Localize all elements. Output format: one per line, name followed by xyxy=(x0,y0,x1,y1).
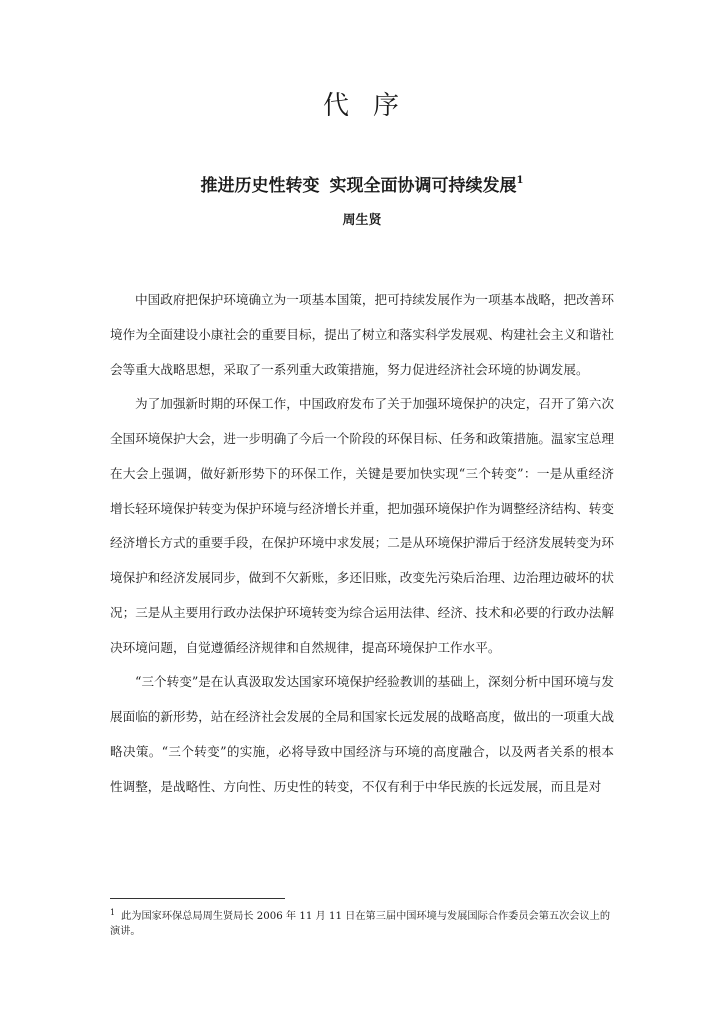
paragraph-3: “三个转变”是在认真汲取发达国家环境保护经验教训的基础上，深刻分析中国环境与发展面临的新形势，站在经济社会发展的全局和国家长远发展的战略高度，做出的一项重大战略决策。“三个转变”的实施，必将导致中国经济与环境的高度融合，以及两者关系的根本性调整，是战略性、方向性、历史性的转变，不仅有利于中华民族的长远发展，而且是对 xyxy=(110,674,614,794)
footnote-text: 此为国家环保总局周生贤局长 2006 年 11 月 11 日在第三届中国环境与发展国际合作委员会第五次会议上的演讲。 xyxy=(110,911,611,937)
footnote-reference[interactable]: 1 xyxy=(516,175,524,186)
article-title xyxy=(0,168,724,199)
footnote-divider xyxy=(110,898,285,899)
article-title-part2: 实现全面协调可持续发展 xyxy=(329,176,517,196)
body-text xyxy=(110,283,614,804)
paragraph-2: 为了加强新时期的环保工作，中国政府发布了关于加强环境保护的决定，召开了第六次全国环境保护大会，进一步明确了今后一个阶段的环保目标、任务和政策措施。温家宝总理在大会上强调，做好新形势下的环保工作，关键是要加快实现“三个转变”：一是从重经济增长轻环境保护转变为保护环境与经济增长并重，把加强环境保护作为调整经济结构、转变经济增长方式的重要手段，在保护环境中求发展；二是从环境保护滞后于经济发展转变为环境保护和经济发展同步，做到不欠新账，多还旧账，改变先污染后治理、边治理边破坏的状况；三是从主要用行政办法保护环境转变为综合运用法律、经济、技术和必要的行政办法解决环境问题，自觉遵循经济规律和自然规律，提高环境保护工作水平。 xyxy=(110,396,614,655)
preface-title xyxy=(0,88,724,124)
footnote-marker: 1 xyxy=(110,908,116,917)
author-name: 周生贤 xyxy=(342,213,382,228)
article-title-part1: 推进历史性转变 xyxy=(200,176,320,196)
paragraph-1: 中国政府把保护环境确立为一项基本国策，把可持续发展作为一项基本战略，把改善环境作为全面建设小康社会的重要目标，提出了树立和落实科学发展观、构建社会主义和谐社会等重大战略思想，采取了一系列重大政策措施，努力促进经济社会环境的协调发展。 xyxy=(110,292,614,377)
preface-title-part1: 代 xyxy=(322,91,351,121)
preface-title-part2: 序 xyxy=(373,91,402,121)
footnote xyxy=(110,905,614,939)
